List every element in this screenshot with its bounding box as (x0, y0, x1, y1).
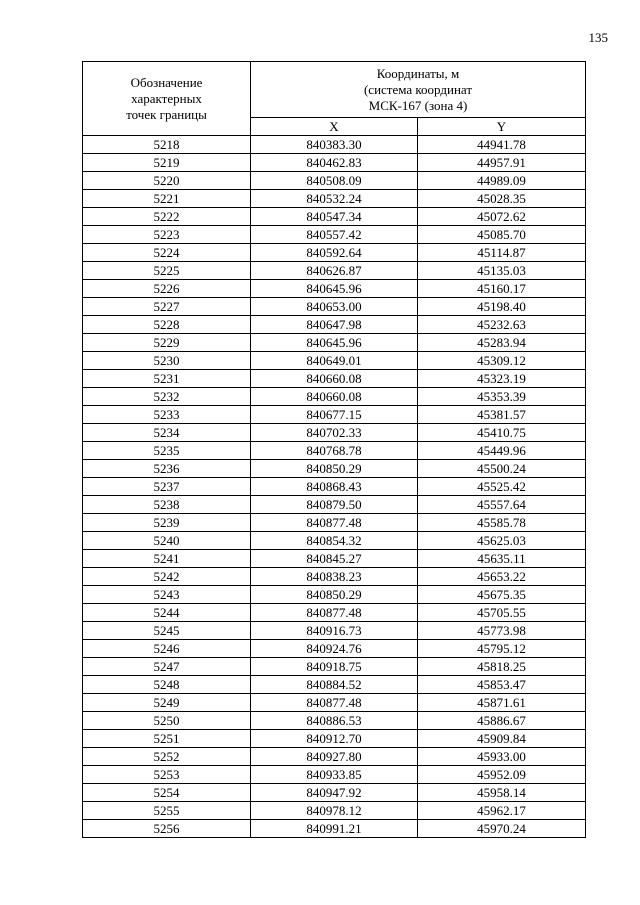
table-row (83, 712, 586, 730)
point-number-cell: 5246 (83, 640, 251, 658)
x-coordinate-cell: 840645.96 (251, 334, 418, 352)
y-coordinate-cell: 45557.64 (418, 496, 586, 514)
y-coordinate-cell: 45381.57 (418, 406, 586, 424)
x-coordinate-cell: 840933.85 (251, 766, 418, 784)
point-number-cell: 5220 (83, 172, 251, 190)
table-row (83, 748, 586, 766)
y-coordinate-cell: 45028.35 (418, 190, 586, 208)
x-coordinate-cell: 840647.98 (251, 316, 418, 334)
x-coordinate-cell: 840532.24 (251, 190, 418, 208)
y-coordinate-cell: 45853.47 (418, 676, 586, 694)
x-coordinate-cell: 840879.50 (251, 496, 418, 514)
y-coordinate-cell: 45773.98 (418, 622, 586, 640)
table-row (83, 244, 586, 262)
y-coordinate-cell: 45909.84 (418, 730, 586, 748)
point-designation-header (83, 62, 251, 136)
x-coordinate-cell: 840653.00 (251, 298, 418, 316)
point-number-cell: 5255 (83, 802, 251, 820)
coords-header-line: Координаты, м (376, 65, 460, 81)
y-coordinate-cell: 45323.19 (418, 370, 586, 388)
y-coordinate-cell: 44941.78 (418, 136, 586, 154)
coords-header-line: (система координат (363, 81, 473, 97)
table-body (83, 136, 586, 838)
table-row (83, 370, 586, 388)
x-coordinate-cell: 840912.70 (251, 730, 418, 748)
point-number-cell: 5218 (83, 136, 251, 154)
table-row (83, 424, 586, 442)
point-number-cell: 5224 (83, 244, 251, 262)
table-row (83, 478, 586, 496)
point-number-cell: 5229 (83, 334, 251, 352)
table-row (83, 316, 586, 334)
table-row (83, 766, 586, 784)
y-coordinate-cell: 45525.42 (418, 478, 586, 496)
x-coordinate-cell: 840886.53 (251, 712, 418, 730)
x-coordinate-cell: 840649.01 (251, 352, 418, 370)
y-coordinate-cell: 45353.39 (418, 388, 586, 406)
y-coordinate-cell: 45625.03 (418, 532, 586, 550)
point-number-cell: 5244 (83, 604, 251, 622)
y-coordinate-cell: 45309.12 (418, 352, 586, 370)
coords-header-line: МСК-167 (зона 4) (368, 97, 468, 113)
point-number-cell: 5234 (83, 424, 251, 442)
table-row (83, 496, 586, 514)
x-column-header: X (251, 118, 418, 136)
table-row (83, 640, 586, 658)
y-coordinate-cell: 45705.55 (418, 604, 586, 622)
table-row (83, 514, 586, 532)
x-coordinate-cell: 840702.33 (251, 424, 418, 442)
point-number-cell: 5240 (83, 532, 251, 550)
x-coordinate-cell: 840877.48 (251, 694, 418, 712)
point-number-cell: 5221 (83, 190, 251, 208)
point-number-cell: 5226 (83, 280, 251, 298)
point-number-cell: 5230 (83, 352, 251, 370)
table-row (83, 622, 586, 640)
x-coordinate-cell: 840947.92 (251, 784, 418, 802)
point-number-cell: 5256 (83, 820, 251, 838)
y-coordinate-cell: 45232.63 (418, 316, 586, 334)
point-number-cell: 5253 (83, 766, 251, 784)
table-row (83, 694, 586, 712)
x-coordinate-cell: 840768.78 (251, 442, 418, 460)
y-coordinate-cell: 45410.75 (418, 424, 586, 442)
point-number-cell: 5247 (83, 658, 251, 676)
point-number-cell: 5245 (83, 622, 251, 640)
y-coordinate-cell: 45795.12 (418, 640, 586, 658)
y-coordinate-cell: 45962.17 (418, 802, 586, 820)
x-coordinate-cell: 840660.08 (251, 370, 418, 388)
table-row (83, 172, 586, 190)
table-row (83, 820, 586, 838)
point-number-cell: 5225 (83, 262, 251, 280)
point-number-cell: 5232 (83, 388, 251, 406)
point-number-cell: 5227 (83, 298, 251, 316)
table-header (83, 62, 586, 136)
y-coordinate-cell: 45085.70 (418, 226, 586, 244)
point-number-cell: 5251 (83, 730, 251, 748)
table-row (83, 136, 586, 154)
coordinates-table (82, 61, 586, 838)
table-row (83, 352, 586, 370)
x-coordinate-cell: 840978.12 (251, 802, 418, 820)
y-coordinate-cell: 45585.78 (418, 514, 586, 532)
point-number-cell: 5243 (83, 586, 251, 604)
y-column-header: Y (418, 118, 586, 136)
y-coordinate-cell: 44989.09 (418, 172, 586, 190)
y-coordinate-cell: 45970.24 (418, 820, 586, 838)
point-number-cell: 5248 (83, 676, 251, 694)
x-coordinate-cell: 840854.32 (251, 532, 418, 550)
point-number-cell: 5236 (83, 460, 251, 478)
y-coordinate-cell: 45653.22 (418, 568, 586, 586)
x-coordinate-cell: 840508.09 (251, 172, 418, 190)
y-coordinate-cell: 45114.87 (418, 244, 586, 262)
table-row (83, 730, 586, 748)
coordinates-header (251, 62, 586, 118)
point-number-cell: 5242 (83, 568, 251, 586)
y-coordinate-cell: 45675.35 (418, 586, 586, 604)
x-coordinate-cell: 840626.87 (251, 262, 418, 280)
point-number-cell: 5219 (83, 154, 251, 172)
y-coordinate-cell: 45933.00 (418, 748, 586, 766)
point-number-cell: 5235 (83, 442, 251, 460)
point-header-line: Обозначение (130, 74, 203, 90)
point-number-cell: 5254 (83, 784, 251, 802)
x-coordinate-cell: 840884.52 (251, 676, 418, 694)
point-number-cell: 5231 (83, 370, 251, 388)
table-row (83, 280, 586, 298)
point-number-cell: 5252 (83, 748, 251, 766)
table-row (83, 442, 586, 460)
point-number-cell: 5223 (83, 226, 251, 244)
y-coordinate-cell: 45072.62 (418, 208, 586, 226)
header-row (83, 62, 586, 118)
table-row (83, 676, 586, 694)
table-row (83, 388, 586, 406)
x-coordinate-cell: 840547.34 (251, 208, 418, 226)
table-row (83, 532, 586, 550)
point-number-cell: 5228 (83, 316, 251, 334)
table-row (83, 190, 586, 208)
x-coordinate-cell: 840383.30 (251, 136, 418, 154)
table-row (83, 298, 586, 316)
table-row (83, 208, 586, 226)
point-number-cell: 5222 (83, 208, 251, 226)
x-coordinate-cell: 840916.73 (251, 622, 418, 640)
x-coordinate-cell: 840845.27 (251, 550, 418, 568)
y-coordinate-cell: 45886.67 (418, 712, 586, 730)
x-coordinate-cell: 840677.15 (251, 406, 418, 424)
y-coordinate-cell: 45449.96 (418, 442, 586, 460)
y-coordinate-cell: 45871.61 (418, 694, 586, 712)
table-row (83, 154, 586, 172)
point-number-cell: 5233 (83, 406, 251, 424)
x-coordinate-cell: 840557.42 (251, 226, 418, 244)
point-number-cell: 5239 (83, 514, 251, 532)
table-row (83, 568, 586, 586)
y-coordinate-cell: 45283.94 (418, 334, 586, 352)
point-header-line: характерных (131, 90, 202, 106)
x-coordinate-cell: 840991.21 (251, 820, 418, 838)
point-number-cell: 5238 (83, 496, 251, 514)
y-coordinate-cell: 45135.03 (418, 262, 586, 280)
x-coordinate-cell: 840868.43 (251, 478, 418, 496)
x-coordinate-cell: 840838.23 (251, 568, 418, 586)
y-coordinate-cell: 45952.09 (418, 766, 586, 784)
y-coordinate-cell: 44957.91 (418, 154, 586, 172)
x-coordinate-cell: 840592.64 (251, 244, 418, 262)
point-number-cell: 5249 (83, 694, 251, 712)
table-row (83, 658, 586, 676)
table-row (83, 802, 586, 820)
x-coordinate-cell: 840645.96 (251, 280, 418, 298)
point-number-cell: 5237 (83, 478, 251, 496)
x-coordinate-cell: 840924.76 (251, 640, 418, 658)
x-coordinate-cell: 840927.80 (251, 748, 418, 766)
y-coordinate-cell: 45198.40 (418, 298, 586, 316)
table-row (83, 262, 586, 280)
y-coordinate-cell: 45500.24 (418, 460, 586, 478)
y-coordinate-cell: 45635.11 (418, 550, 586, 568)
point-number-cell: 5241 (83, 550, 251, 568)
y-coordinate-cell: 45160.17 (418, 280, 586, 298)
page-number: 135 (588, 30, 608, 45)
table-row (83, 226, 586, 244)
table-row (83, 604, 586, 622)
x-coordinate-cell: 840660.08 (251, 388, 418, 406)
x-coordinate-cell: 840462.83 (251, 154, 418, 172)
x-coordinate-cell: 840877.48 (251, 604, 418, 622)
y-coordinate-cell: 45958.14 (418, 784, 586, 802)
point-number-cell: 5250 (83, 712, 251, 730)
table-row (83, 460, 586, 478)
table-row (83, 334, 586, 352)
table-row (83, 586, 586, 604)
y-coordinate-cell: 45818.25 (418, 658, 586, 676)
x-coordinate-cell: 840850.29 (251, 460, 418, 478)
x-coordinate-cell: 840850.29 (251, 586, 418, 604)
table-row (83, 550, 586, 568)
x-coordinate-cell: 840918.75 (251, 658, 418, 676)
point-header-line: точек границы (126, 106, 207, 122)
table-row (83, 784, 586, 802)
x-coordinate-cell: 840877.48 (251, 514, 418, 532)
table-row (83, 406, 586, 424)
